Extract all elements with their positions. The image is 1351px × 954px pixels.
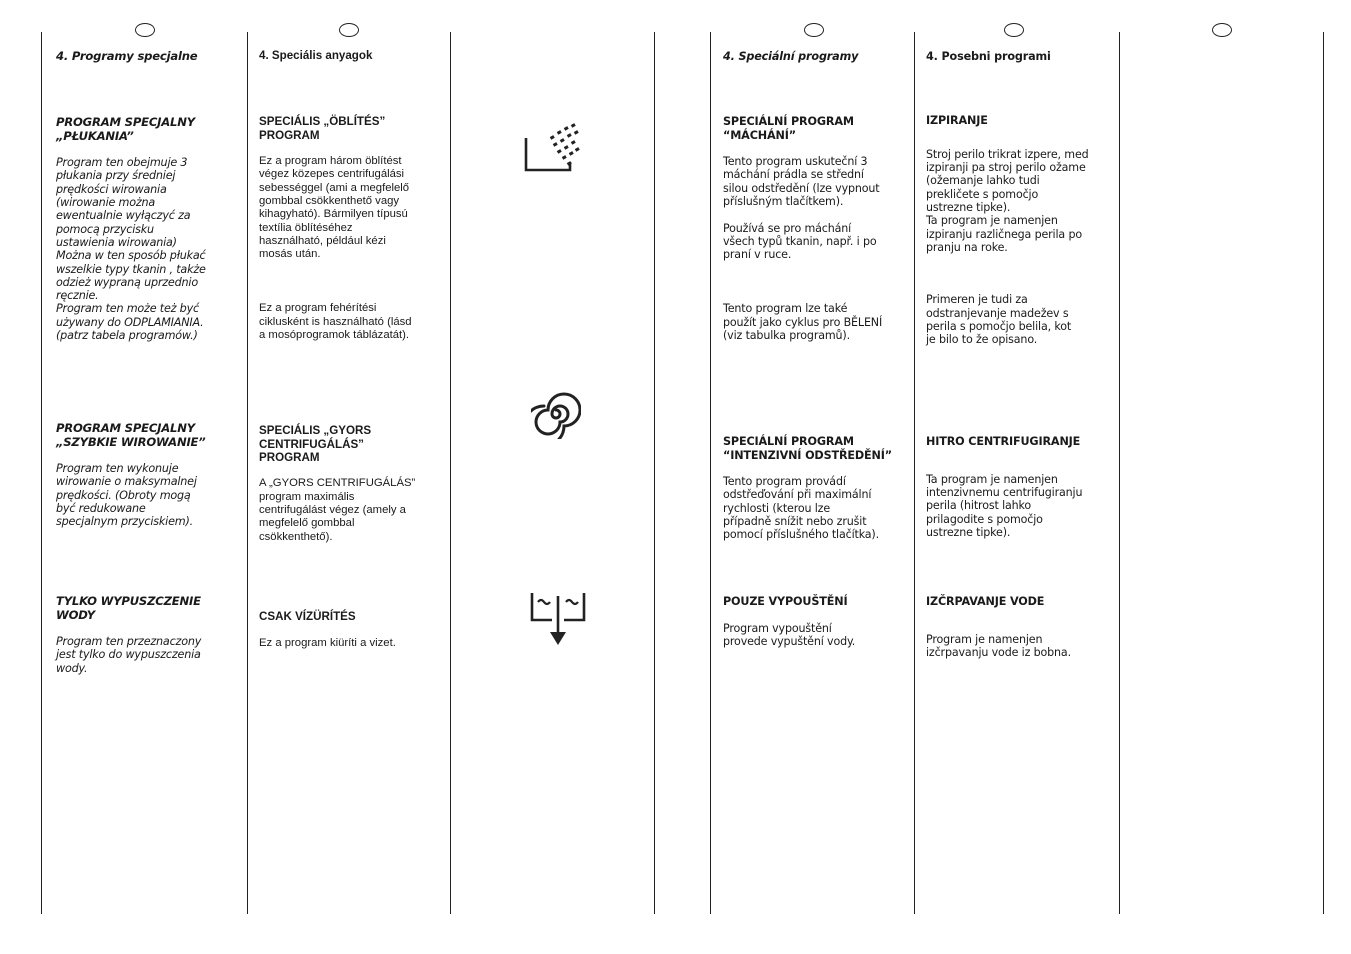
section-heading: 4. Programy specjalne bbox=[56, 49, 198, 63]
drain-body: Ez a program kiüríti a vizet. bbox=[259, 636, 396, 649]
spin-body: Tento program provádí odstřeďování při maximální rychlosti (kterou lze případně snížit nebo zrušit pomocí příslušného tlačítka). bbox=[723, 475, 879, 542]
rule-3 bbox=[450, 32, 451, 914]
rule-1 bbox=[41, 32, 42, 914]
rinse-title: SPECIÁLIS „ÖBLÍTÉS” PROGRAM bbox=[259, 115, 386, 142]
rinse-body: Tento program uskuteční 3 máchání prádla se střední silou odstředění (lze vypnout příslušným tlačítkem). bbox=[723, 155, 880, 209]
language-badge-oval bbox=[1004, 23, 1024, 37]
spin-body: A „GYORS CENTRIFUGÁLÁS” program maximális centrifugálást végez (amely a megfelelő gombbal csökkenthető). bbox=[259, 477, 416, 543]
column-slovenian bbox=[926, 50, 1114, 660]
spin-icon bbox=[531, 389, 581, 439]
language-badge-oval bbox=[1212, 23, 1232, 37]
rinse-icon bbox=[524, 122, 580, 174]
language-badge-oval bbox=[804, 23, 824, 37]
rinse-extra: Tento program lze také použít jako cyklus pro BĚLENÍ (viz tabulka programů). bbox=[723, 302, 883, 342]
drain-body: Program je namenjen izčrpavanju vode iz bobna. bbox=[926, 632, 1071, 660]
drain-title: POUZE VYPOUŠTĚNÍ bbox=[723, 595, 848, 609]
drain-body: Program vypouštění provede vypuštění vody. bbox=[723, 621, 856, 649]
drain-title: TYLKO WYPUSZCZENIE WODY bbox=[56, 594, 201, 622]
spin-body: Ta program je namenjen intenzivnemu centrifugiranju perila (hitrost lahko prilagodite s pomočjo ustrezne tipke). bbox=[926, 472, 1083, 540]
section-heading: 4. Speciální programy bbox=[723, 50, 859, 63]
rinse-extra: Ez a program fehérítési ciklusként is használható (lásd a mosóprogramok táblázatát). bbox=[259, 302, 412, 341]
drain-body: Program ten przeznaczony jest tylko do wypuszczenia wody. bbox=[56, 635, 202, 675]
rule-5 bbox=[710, 32, 711, 914]
spin-title: SPECIÁLNÍ PROGRAM “INTENZIVNÍ ODSTŘEDĚNÍ” bbox=[723, 435, 892, 462]
spin-title: PROGRAM SPECJALNY „SZYBKIE WIROWANIE” bbox=[56, 421, 206, 449]
spin-title: HITRO CENTRIFUGIRANJE bbox=[926, 435, 1081, 449]
language-badge-oval bbox=[135, 23, 155, 37]
rinse-extra: Primeren je tudi za odstranjevanje madežev s perila s pomočjo belila, kot je bilo to že opisano. bbox=[926, 293, 1072, 347]
rinse-body: Program ten obejmuje 3 płukania przy średniej prędkości wirowania (wirowanie można ewentualnie wyłączyć za pomocą przycisku ustawienia wirowania) Można w ten sposób płukać wszelkie typy tkanin , także odzież wypraną uprzednio ręcznie. Program ten może też być używany do ODPLAMIANIA. (patrz tabela programów.) bbox=[56, 156, 206, 343]
rule-6 bbox=[914, 32, 915, 914]
drain-icon bbox=[529, 590, 587, 648]
drain-title: IZČRPAVANJE VODE bbox=[926, 595, 1045, 609]
rule-4 bbox=[654, 32, 655, 914]
rinse-title: IZPIRANJE bbox=[926, 114, 988, 128]
column-polish bbox=[56, 49, 242, 675]
spin-body: Program ten wykonuje wirowanie o maksymalnej prędkości. (Obroty mogą być redukowane specjalnym przyciskiem). bbox=[56, 462, 197, 529]
section-heading: 4. Posebni programi bbox=[926, 50, 1051, 63]
column-hungarian bbox=[259, 49, 447, 649]
drain-title: CSAK VÍZÜRÍTÉS bbox=[259, 610, 356, 624]
language-badge-oval bbox=[339, 23, 359, 37]
column-czech bbox=[723, 50, 909, 650]
rinse-title: PROGRAM SPECJALNY „PŁUKANIA” bbox=[56, 115, 195, 143]
rule-2 bbox=[247, 32, 248, 914]
rinse-body: Stroj perilo trikrat izpere, med izpiranji pa stroj perilo ožame (ožemanje lahko tudi prekličete s pomočjo ustrezne tipke). Ta program je namenjen izpiranju različnega perila po pranju na roke. bbox=[926, 147, 1089, 254]
rule-8 bbox=[1323, 32, 1324, 914]
rule-7 bbox=[1119, 32, 1120, 914]
rinse-body-2: Používá se pro máchání všech typů tkanin, např. i po praní v ruce. bbox=[723, 221, 877, 262]
section-heading: 4. Speciális anyagok bbox=[259, 49, 373, 62]
rinse-title: SPECIÁLNÍ PROGRAM “MÁCHÁNÍ” bbox=[723, 115, 854, 142]
spin-title: SPECIÁLIS „GYORS CENTRIFUGÁLÁS” PROGRAM bbox=[259, 424, 372, 464]
rinse-body: Ez a program három öblítést végez közepes centrifugálási sebességgel (ami a megfelelő gombbal csökkenthető vagy kihagyható). Bármilyen típusú textília öblítéséhez használható, például kézi mosás után. bbox=[259, 155, 410, 261]
